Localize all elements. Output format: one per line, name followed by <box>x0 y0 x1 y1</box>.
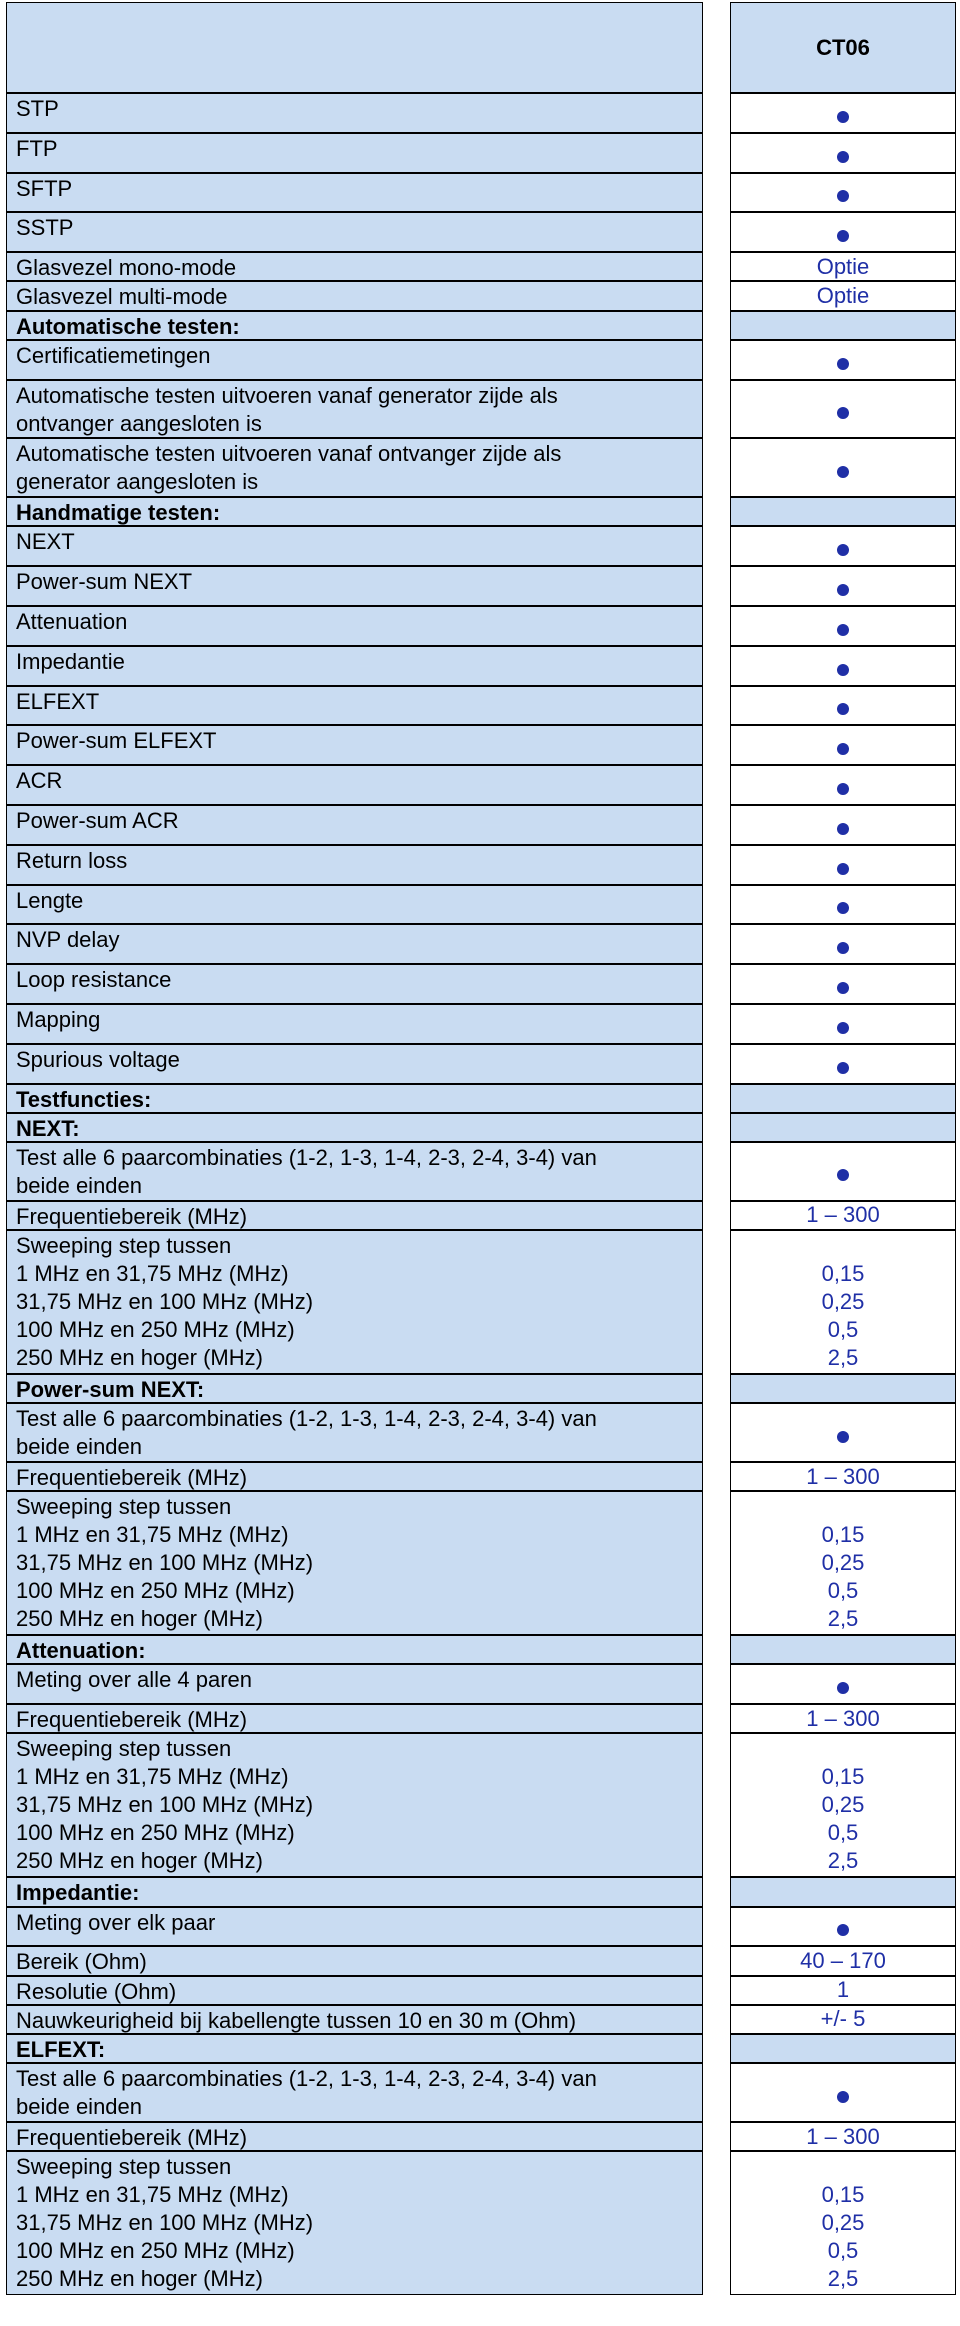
row-label-cell <box>6 212 703 252</box>
row-label: 31,75 MHz en 100 MHz (MHz) <box>16 1792 314 1818</box>
ct06-value-cell <box>730 964 956 1004</box>
row-label: Test alle 6 paarcombinaties (1-2, 1-3, 1-4, 2-3, 2-4, 3-4) van <box>16 1145 597 1170</box>
row-label: FTP <box>16 135 58 161</box>
section-header-row <box>0 1635 960 1664</box>
row-label: Automatische testen uitvoeren vanaf generator zijde als <box>16 382 558 408</box>
section-title: Power-sum NEXT: <box>16 1377 205 1402</box>
supported-bullet-icon <box>837 664 849 676</box>
section-header-row <box>0 311 960 340</box>
row-label-cell <box>6 1946 703 1975</box>
ct06-value-cell <box>730 1084 956 1113</box>
table-row <box>0 212 960 252</box>
table-row <box>0 1733 960 1877</box>
supported-bullet-icon <box>837 1682 849 1694</box>
supported-bullet-icon <box>837 823 849 835</box>
row-label: Power-sum NEXT <box>16 569 193 595</box>
supported-bullet-icon <box>837 2091 849 2103</box>
supported-bullet-icon <box>837 863 849 875</box>
row-label: Frequentiebereik (MHz) <box>16 1465 248 1490</box>
ct06-value: 0,25 <box>821 1289 865 1314</box>
table-row <box>0 252 960 281</box>
supported-bullet-icon <box>837 783 849 795</box>
table-row <box>0 1201 960 1230</box>
ct06-value-cell <box>730 725 956 765</box>
ct06-value-cell <box>730 1374 956 1403</box>
table-row <box>0 133 960 173</box>
supported-bullet-icon <box>837 466 849 478</box>
ct06-value: 0,15 <box>821 1261 865 1286</box>
row-label-cell <box>6 1907 703 1947</box>
ct06-value-cell <box>730 497 956 526</box>
row-label-cell <box>6 281 703 310</box>
row-label: Power-sum ACR <box>16 808 179 833</box>
section-title-cell <box>6 311 703 340</box>
ct06-value: 2,5 <box>827 2266 859 2292</box>
row-label: beide einden <box>16 2094 143 2120</box>
ct06-value: 0,5 <box>827 2238 859 2264</box>
table-row <box>0 438 960 497</box>
section-title: Attenuation: <box>16 1638 146 1664</box>
row-label: Power-sum ELFEXT <box>16 728 217 754</box>
row-label-cell <box>6 646 703 686</box>
ct06-value-cell <box>730 340 956 380</box>
ct06-value-cell <box>730 2122 956 2151</box>
table-row <box>0 1704 960 1733</box>
row-label: 1 MHz en 31,75 MHz (MHz) <box>16 2182 289 2208</box>
ct06-value-cell <box>730 2034 956 2063</box>
row-label-cell <box>6 964 703 1004</box>
ct06-value: 0,15 <box>821 1764 865 1790</box>
section-title-cell <box>6 1374 703 1403</box>
ct06-value-cell <box>730 1733 956 1877</box>
table-row <box>0 1004 960 1044</box>
row-label: Certificatiemetingen <box>16 342 211 368</box>
section-title: Automatische testen: <box>16 313 240 339</box>
row-label: 250 MHz en hoger (MHz) <box>16 1848 263 1874</box>
ct06-value-cell <box>730 646 956 686</box>
supported-bullet-icon <box>837 111 849 123</box>
ct06-value-cell <box>730 380 956 439</box>
row-label-cell <box>6 133 703 173</box>
row-label: Automatische testen uitvoeren vanaf ontvanger zijde als <box>16 441 562 467</box>
row-label: ontvanger aangesloten is <box>16 410 262 436</box>
ct06-value: 2,5 <box>827 1848 859 1874</box>
ct06-value-cell <box>730 2151 956 2295</box>
row-label-cell <box>6 1976 703 2005</box>
ct06-value: 0,25 <box>821 2210 865 2236</box>
row-label-cell <box>6 2122 703 2151</box>
row-label-cell <box>6 340 703 380</box>
ct06-value-cell <box>730 1877 956 1906</box>
supported-bullet-icon <box>837 942 849 954</box>
ct06-value-cell <box>730 845 956 885</box>
ct06-value: 2,5 <box>827 1606 859 1632</box>
ct06-value: Optie <box>816 253 870 279</box>
row-label: Frequentiebereik (MHz) <box>16 1203 248 1229</box>
row-label-cell <box>6 1733 703 1877</box>
ct06-value-cell <box>730 1907 956 1947</box>
section-title: ELFEXT: <box>16 2037 106 2062</box>
ct06-value-cell <box>730 1004 956 1044</box>
ct06-value-cell <box>730 311 956 340</box>
row-label: STP <box>16 96 59 121</box>
ct06-value: 0,5 <box>827 1578 859 1604</box>
table-row <box>0 2122 960 2151</box>
ct06-value: 1 – 300 <box>806 1202 880 1228</box>
ct06-value-cell <box>730 1491 956 1635</box>
ct06-value-cell <box>730 252 956 281</box>
table-row <box>0 765 960 805</box>
row-label-cell <box>6 885 703 925</box>
ct06-value-cell <box>730 885 956 925</box>
ct06-value-cell <box>730 805 956 845</box>
section-title-cell <box>6 1084 703 1113</box>
table-row <box>0 1462 960 1491</box>
supported-bullet-icon <box>837 1169 849 1181</box>
supported-bullet-icon <box>837 624 849 636</box>
row-label-cell <box>6 2151 703 2295</box>
row-label-cell <box>6 252 703 281</box>
row-label-cell <box>6 1704 703 1733</box>
ct06-value-cell <box>730 1976 956 2005</box>
table-row <box>0 566 960 606</box>
ct06-value-cell <box>730 765 956 805</box>
table-row <box>0 1403 960 1462</box>
table-row <box>0 1230 960 1374</box>
row-label-cell <box>6 845 703 885</box>
ct06-value-cell <box>730 1704 956 1733</box>
row-label: SFTP <box>16 175 73 201</box>
ct06-value-cell <box>730 1113 956 1142</box>
ct06-value: 0,5 <box>827 1820 859 1846</box>
row-label: 31,75 MHz en 100 MHz (MHz) <box>16 2210 314 2236</box>
ct06-value: 1 <box>836 1977 850 2003</box>
ct06-value: 1 – 300 <box>806 1705 880 1731</box>
supported-bullet-icon <box>837 982 849 994</box>
table-header-row <box>0 2 960 93</box>
row-label-cell <box>6 566 703 606</box>
row-label: Mapping <box>16 1007 101 1032</box>
table-row <box>0 686 960 726</box>
supported-bullet-icon <box>837 544 849 556</box>
row-label-cell <box>6 1462 703 1491</box>
row-label: 31,75 MHz en 100 MHz (MHz) <box>16 1550 314 1576</box>
section-title: Impedantie: <box>16 1880 140 1906</box>
row-label-cell <box>6 1403 703 1462</box>
ct06-value-cell <box>730 173 956 213</box>
table-row <box>0 646 960 686</box>
supported-bullet-icon <box>837 407 849 419</box>
row-label-cell <box>6 526 703 566</box>
ct06-value-cell <box>730 1044 956 1084</box>
row-label: Sweeping step tussen <box>16 1233 232 1258</box>
row-label: Glasvezel multi-mode <box>16 284 228 310</box>
ct06-value-cell <box>730 2005 956 2034</box>
row-label: Meting over alle 4 paren <box>16 1667 253 1693</box>
row-label: Resolutie (Ohm) <box>16 1978 177 2004</box>
row-label: Frequentiebereik (MHz) <box>16 1707 248 1733</box>
row-label: beide einden <box>16 1434 143 1460</box>
row-label: ACR <box>16 768 63 794</box>
ct06-value-cell <box>730 2063 956 2122</box>
row-label: Return loss <box>16 847 128 873</box>
ct06-value: 40 – 170 <box>800 1947 886 1973</box>
table-row <box>0 845 960 885</box>
row-label: Meting over elk paar <box>16 1909 216 1935</box>
row-label-cell <box>6 1491 703 1635</box>
row-label: 100 MHz en 250 MHz (MHz) <box>16 2238 295 2264</box>
table-row <box>0 805 960 845</box>
table-row <box>0 2063 960 2122</box>
table-row <box>0 2005 960 2034</box>
row-label: 31,75 MHz en 100 MHz (MHz) <box>16 1289 314 1314</box>
section-header-row <box>0 1084 960 1113</box>
supported-bullet-icon <box>837 1924 849 1936</box>
row-label-cell <box>6 765 703 805</box>
section-header-row <box>0 1374 960 1403</box>
section-title-cell <box>6 497 703 526</box>
section-title: Testfuncties: <box>16 1086 152 1112</box>
row-label: 1 MHz en 31,75 MHz (MHz) <box>16 1522 289 1548</box>
row-label: ELFEXT <box>16 688 100 714</box>
row-label: Spurious voltage <box>16 1046 180 1072</box>
row-label: NEXT <box>16 529 75 555</box>
row-label-cell <box>6 1004 703 1044</box>
row-label-cell <box>6 725 703 765</box>
row-label-cell <box>6 1230 703 1374</box>
table-row <box>0 1142 960 1201</box>
supported-bullet-icon <box>837 1431 849 1443</box>
row-label: 100 MHz en 250 MHz (MHz) <box>16 1820 295 1846</box>
row-label-cell <box>6 1044 703 1084</box>
supported-bullet-icon <box>837 703 849 715</box>
table-row <box>0 964 960 1004</box>
table-row <box>0 2151 960 2295</box>
column-header-ct06: CT06 <box>816 34 870 60</box>
table-row <box>0 380 960 439</box>
section-title-cell <box>6 1877 703 1906</box>
row-label-cell <box>6 1664 703 1704</box>
row-label-cell <box>6 1142 703 1201</box>
row-label: SSTP <box>16 215 74 241</box>
section-header-row <box>0 2034 960 2063</box>
row-label-cell <box>6 924 703 964</box>
row-label: Attenuation <box>16 609 128 634</box>
table-row <box>0 340 960 380</box>
table-row <box>0 1946 960 1975</box>
section-header-row <box>0 1877 960 1906</box>
ct06-value-cell <box>730 566 956 606</box>
row-label: 1 MHz en 31,75 MHz (MHz) <box>16 1764 289 1790</box>
row-label-cell <box>6 173 703 213</box>
supported-bullet-icon <box>837 1022 849 1034</box>
ct06-value: +/- 5 <box>820 2006 866 2032</box>
table-row <box>0 885 960 925</box>
ct06-value: 0,25 <box>821 1550 865 1576</box>
row-label-cell <box>6 606 703 646</box>
ct06-value-cell <box>730 438 956 497</box>
ct06-value-cell <box>730 281 956 310</box>
row-label: Sweeping step tussen <box>16 1736 232 1762</box>
table-row <box>0 1907 960 1947</box>
section-header-row <box>0 1113 960 1142</box>
ct06-value-cell <box>730 133 956 173</box>
row-label: Lengte <box>16 887 84 913</box>
ct06-value-cell <box>730 1403 956 1462</box>
table-row <box>0 606 960 646</box>
ct06-value-cell <box>730 526 956 566</box>
row-label: beide einden <box>16 1173 143 1198</box>
row-label: Bereik (Ohm) <box>16 1949 147 1975</box>
row-label: 1 MHz en 31,75 MHz (MHz) <box>16 1261 289 1286</box>
ct06-value: 1 – 300 <box>806 2123 880 2149</box>
row-label-cell <box>6 2005 703 2034</box>
supported-bullet-icon <box>837 1062 849 1074</box>
ct06-value-cell <box>730 1142 956 1201</box>
row-label: Glasvezel mono-mode <box>16 255 237 281</box>
row-label-cell <box>6 686 703 726</box>
supported-bullet-icon <box>837 190 849 202</box>
row-label-cell <box>6 438 703 497</box>
supported-bullet-icon <box>837 902 849 914</box>
ct06-value-cell <box>730 924 956 964</box>
header-ct06-cell <box>730 2 956 93</box>
table-row <box>0 93 960 133</box>
row-label-cell <box>6 805 703 845</box>
table-row <box>0 1044 960 1084</box>
row-label: 250 MHz en hoger (MHz) <box>16 1345 263 1370</box>
row-label: 100 MHz en 250 MHz (MHz) <box>16 1317 295 1342</box>
table-row <box>0 173 960 213</box>
ct06-value-cell <box>730 1664 956 1704</box>
ct06-value-cell <box>730 1946 956 1975</box>
ct06-value-cell <box>730 93 956 133</box>
row-label: 100 MHz en 250 MHz (MHz) <box>16 1578 295 1604</box>
ct06-value-cell <box>730 212 956 252</box>
row-label-cell <box>6 93 703 133</box>
ct06-value: 0,15 <box>821 1522 865 1548</box>
row-label: Frequentiebereik (MHz) <box>16 2125 248 2150</box>
section-header-row <box>0 497 960 526</box>
ct06-value: 1 – 300 <box>806 1463 880 1489</box>
section-title-cell <box>6 2034 703 2063</box>
supported-bullet-icon <box>837 151 849 163</box>
table-row <box>0 1976 960 2005</box>
header-label-cell <box>6 2 703 93</box>
ct06-value-cell <box>730 1635 956 1664</box>
row-label: 250 MHz en hoger (MHz) <box>16 2266 263 2292</box>
ct06-value: 0,5 <box>827 1317 859 1342</box>
row-label: Test alle 6 paarcombinaties (1-2, 1-3, 1-4, 2-3, 2-4, 3-4) van <box>16 1406 597 1432</box>
table-row <box>0 725 960 765</box>
ct06-value-cell <box>730 606 956 646</box>
section-title: Handmatige testen: <box>16 500 221 526</box>
row-label: Loop resistance <box>16 967 172 993</box>
ct06-value-cell <box>730 686 956 726</box>
table-row <box>0 281 960 310</box>
row-label: Test alle 6 paarcombinaties (1-2, 1-3, 1-4, 2-3, 2-4, 3-4) van <box>16 2066 597 2092</box>
table-row <box>0 924 960 964</box>
supported-bullet-icon <box>837 584 849 596</box>
row-label: generator aangesloten is <box>16 469 259 495</box>
section-title: NEXT: <box>16 1115 80 1141</box>
row-label-cell <box>6 2063 703 2122</box>
ct06-value: 0,15 <box>821 2182 865 2208</box>
row-label-cell <box>6 380 703 439</box>
section-title-cell <box>6 1635 703 1664</box>
row-label: Sweeping step tussen <box>16 1494 232 1520</box>
ct06-value: Optie <box>816 282 870 308</box>
row-label: Nauwkeurigheid bij kabellengte tussen 10 en 30 m (Ohm) <box>16 2007 577 2033</box>
ct06-value: 2,5 <box>827 1345 859 1370</box>
ct06-value-cell <box>730 1230 956 1374</box>
ct06-value-cell <box>730 1201 956 1230</box>
row-label: Sweeping step tussen <box>16 2154 232 2180</box>
supported-bullet-icon <box>837 743 849 755</box>
row-label-cell <box>6 1201 703 1230</box>
supported-bullet-icon <box>837 230 849 242</box>
section-title-cell <box>6 1113 703 1142</box>
row-label: Impedantie <box>16 648 125 674</box>
ct06-value-cell <box>730 1462 956 1491</box>
supported-bullet-icon <box>837 358 849 370</box>
ct06-value: 0,25 <box>821 1792 865 1818</box>
row-label: 250 MHz en hoger (MHz) <box>16 1606 263 1632</box>
row-label: NVP delay <box>16 927 120 953</box>
table-row <box>0 1664 960 1704</box>
table-row <box>0 526 960 566</box>
table-row <box>0 1491 960 1635</box>
